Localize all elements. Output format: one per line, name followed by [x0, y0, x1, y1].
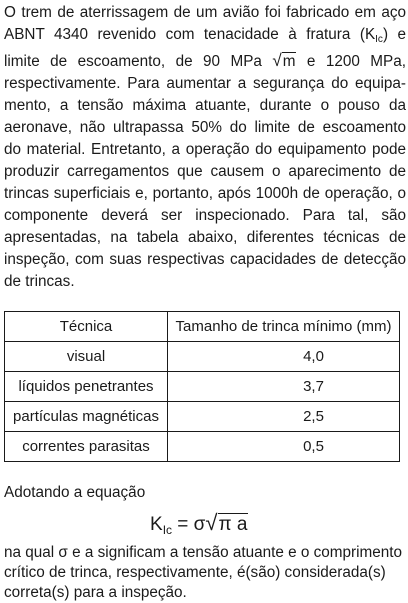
text-line: produzir carregamentos que causem o aparecimento de: [4, 163, 406, 180]
technique-cell: líquidos penetrantes: [5, 372, 168, 402]
radical-sign-icon: √: [272, 51, 282, 70]
table-row: [5, 342, 400, 372]
crack-size-cell: 0,5: [168, 432, 400, 462]
text-line: mento, a tensão máxima atuante, durante o pouso da: [4, 97, 406, 114]
equation-k: K: [150, 514, 163, 535]
fracture-equation: [150, 510, 248, 536]
column-header-crack-size: Tamanho de trinca mínimo (mm): [168, 312, 400, 342]
text-line: componente deverá ser inspecionado. Para tal, são: [4, 207, 406, 224]
table-row: [5, 372, 400, 402]
text-line: do material. Entretanto, a operação do equipamento pode: [4, 141, 406, 158]
column-header-technique: Técnica: [5, 312, 168, 342]
table-row: [5, 402, 400, 432]
equation-intro: Adotando a equação: [4, 484, 146, 501]
square-root: [205, 510, 248, 536]
subscript: Ic: [375, 34, 383, 45]
technique-cell: partículas magnéticas: [5, 402, 168, 432]
text-line: na qual σ e a significam a tensão atuante e o comprimento: [4, 544, 403, 561]
radicand: m: [282, 53, 296, 70]
equation-subscript: Ic: [162, 523, 173, 537]
text-line: respectivamente. Para aumentar a segurança do equipa-: [4, 75, 406, 92]
text-line: trincas superficiais e, portanto, após 1000h de operação, o: [4, 185, 406, 202]
radicand: π a: [218, 514, 248, 535]
text-line: de trincas.: [4, 273, 75, 290]
text-line: O trem de aterrissagem de um avião foi fabricado em aço: [4, 4, 406, 21]
text-line: inspeção, com suas respectivas capacidades de detecção: [4, 251, 406, 268]
crack-size-cell: 4,0: [168, 342, 400, 372]
technique-cell: visual: [5, 342, 168, 372]
closing-text: [4, 543, 404, 603]
text-segment: ) e: [382, 26, 406, 43]
text-line: [4, 24, 406, 46]
square-root: [272, 50, 296, 73]
text-segment: limite de escoamento, de 90 MPa: [4, 53, 273, 70]
text-line: [4, 50, 406, 73]
table-row: [5, 432, 400, 462]
table-header-row: [5, 312, 400, 342]
technique-cell: correntes parasitas: [5, 432, 168, 462]
equation-mid: = σ: [172, 514, 206, 535]
problem-statement: [4, 2, 406, 293]
text-line: aeronave, não ultrapassa 50% do limite de escoamento: [4, 119, 406, 136]
inspection-techniques-table: [4, 311, 400, 462]
text-line: correta(s) para a inspeção.: [4, 584, 187, 601]
text-segment: e 1200 MPa,: [296, 53, 406, 70]
text-segment: ABNT 4340 revenido com tenacidade à fratura (K: [4, 26, 376, 43]
text-line: crítico de trinca, respectivamente, é(são) considerada(s): [4, 564, 386, 581]
radical-sign-icon: √: [205, 510, 218, 535]
crack-size-cell: 2,5: [168, 402, 400, 432]
crack-size-cell: 3,7: [168, 372, 400, 402]
text-line: apresentadas, na tabela abaixo, diferentes técnicas de: [4, 229, 406, 246]
